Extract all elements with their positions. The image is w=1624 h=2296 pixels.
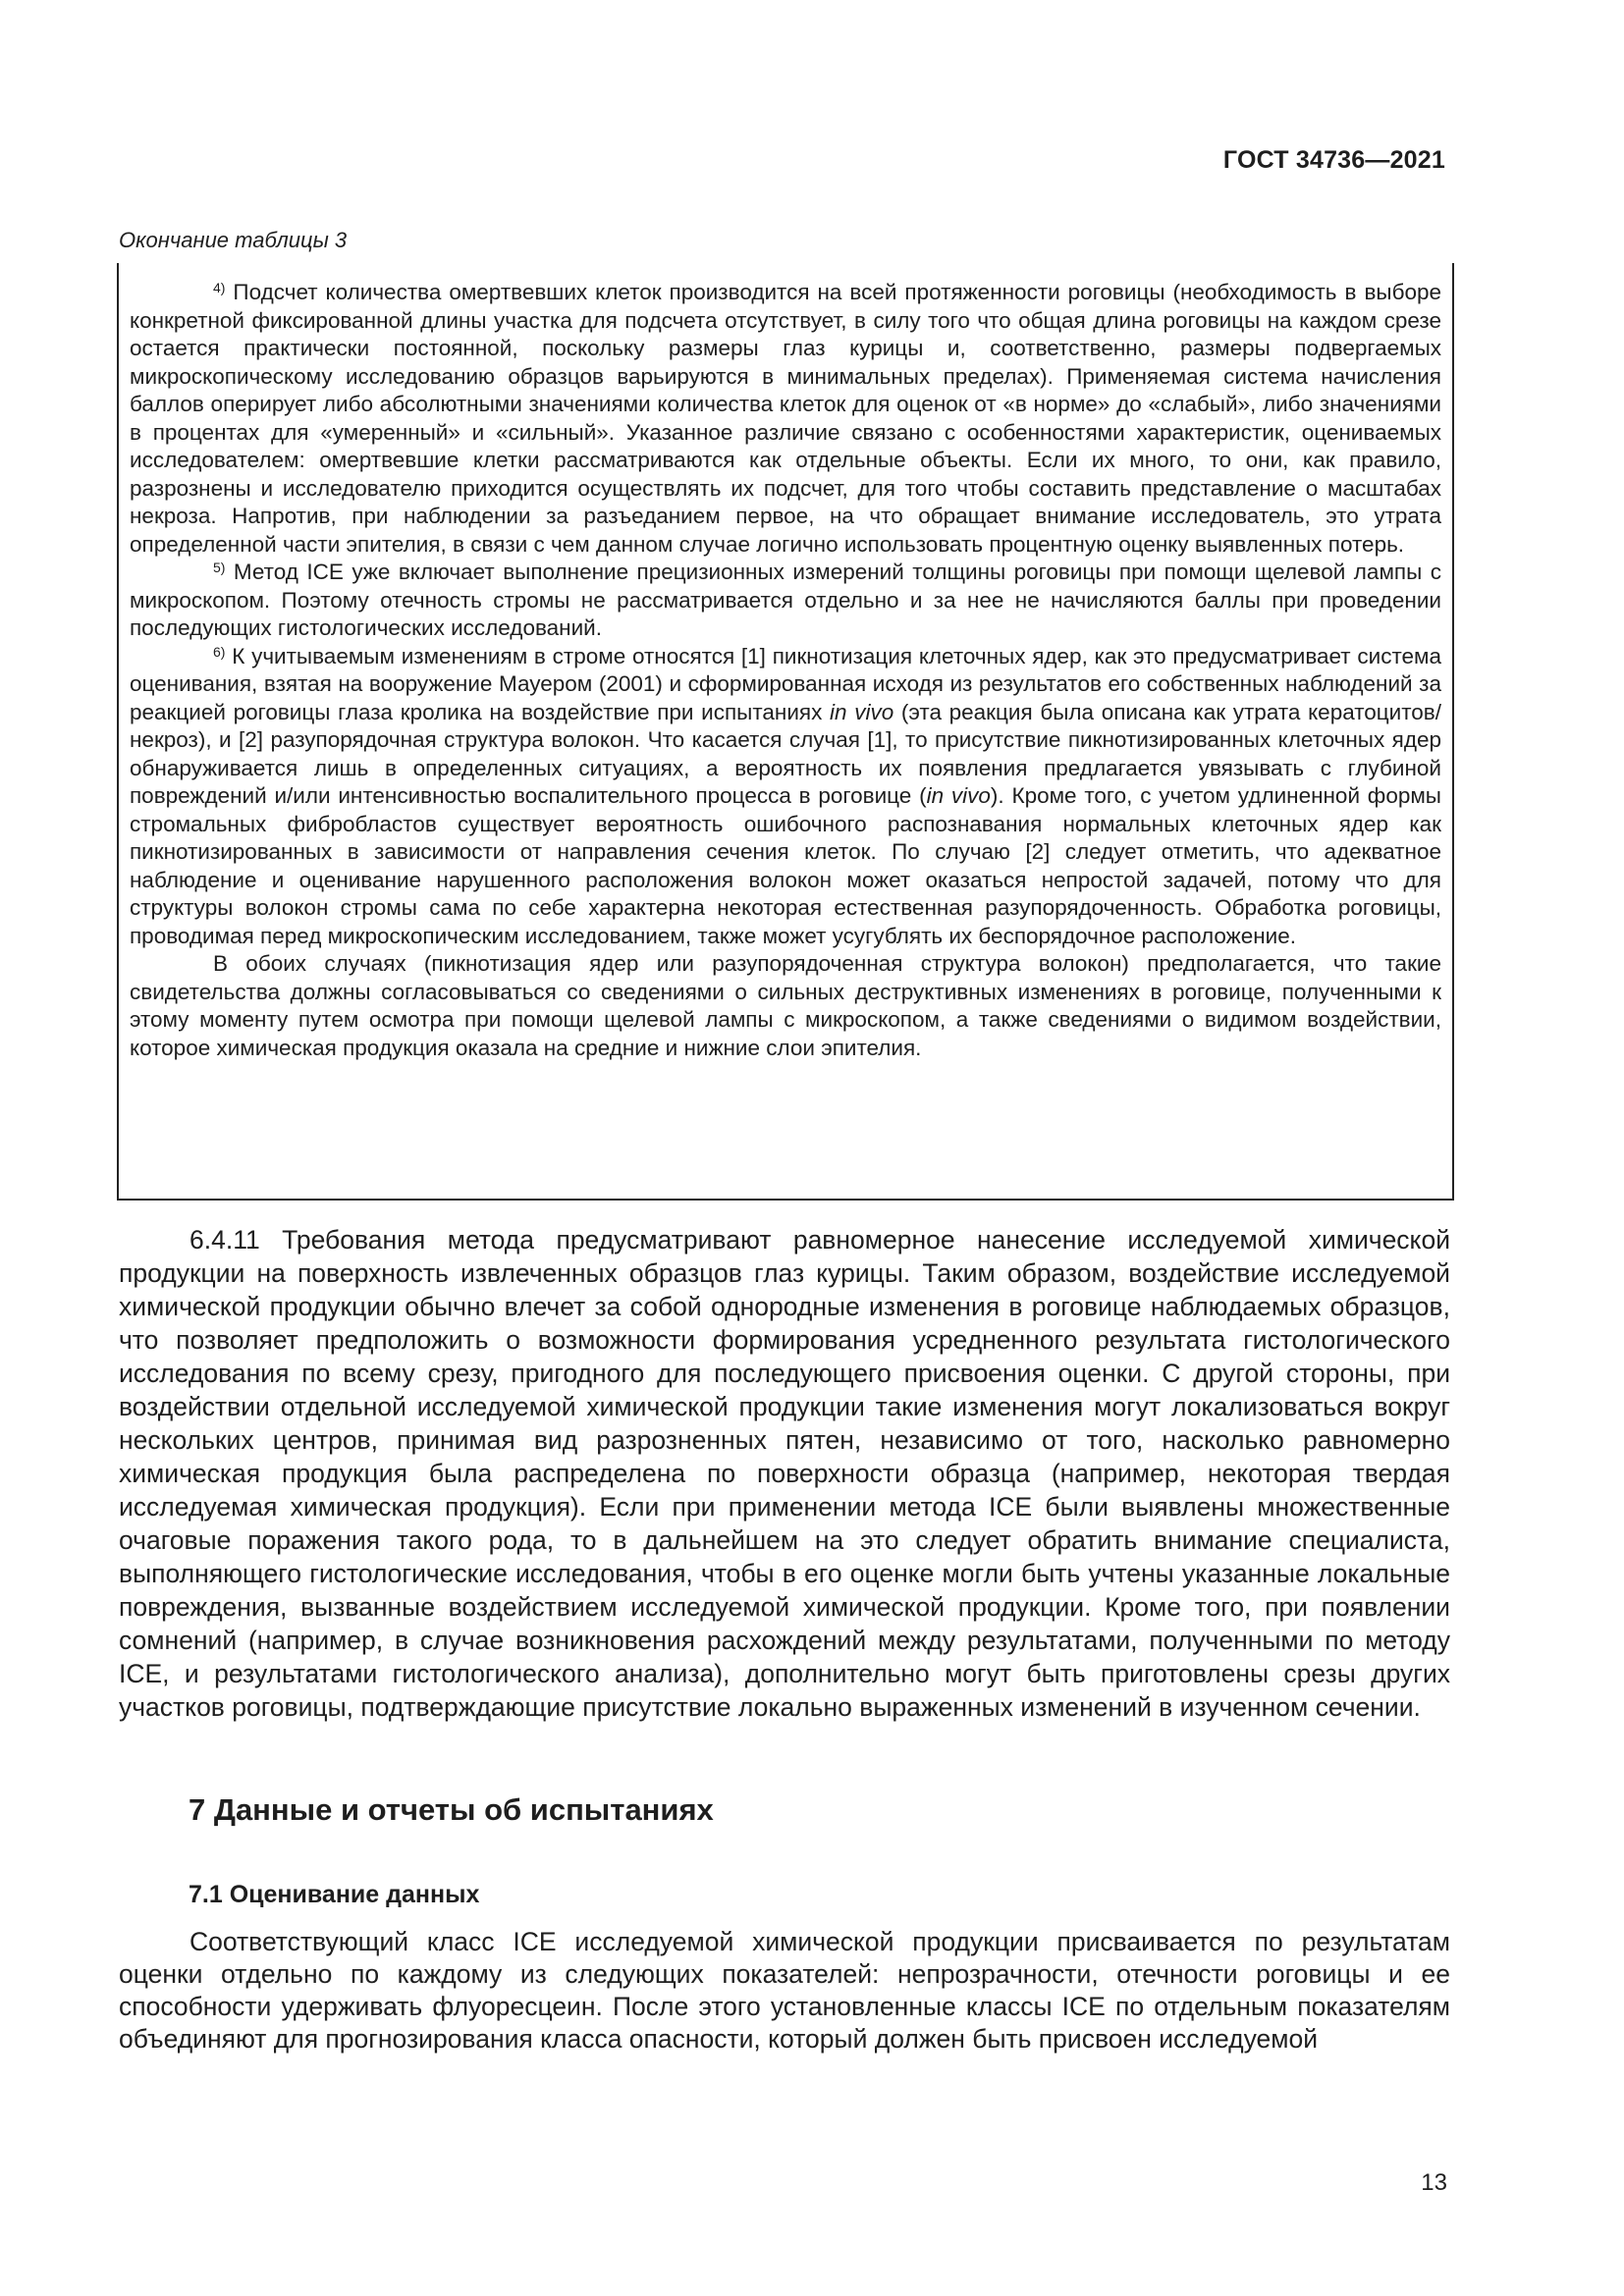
page-number: 13	[1421, 2169, 1447, 2196]
footnote-text: Подсчет количества омертвевших клеток производится на всей протяженности роговицы (необходимость в выборе конкретной фиксированной длины участка для подсчета отсутствует, в силу того что общая длина роговицы на каждом срезе остается практически постоянной, поскольку размеры глаз курицы и, соответственно, размеры подвергаемых микроскопическому исследованию образцов варьируются в минимальных пределах). Применяемая система начисления баллов оперирует либо абсолютными значениями количества клеток для оценок от «в норме» до «слабый», либо значениями в процентах для «умеренный» и «сильный». Указанное различие связано с особенностями характеристик, оцениваемых исследователем: омертвевшие клетки рассматриваются как отдельные объекты. Если их много, то они, как правило, разрознены и исследователю приходится осуществлять их подсчет, для того чтобы составить представление о масштабах некроза. Напротив, при наблюдении за разъеданием первое, на что обращает внимание исследователь, это утрата определенной части эпителия, в связи с чем данном случае логично использовать процентную оценку выявленных потерь.	[130, 280, 1441, 557]
footnote-text: ). Кроме того, с учетом удлиненной формы стромальных фибробластов существует вероятность ошибочного распознавания нормальных клеточных ядер как пикнотизированных в зависимости от направления сечения клеток. По случаю [2] следует отметить, что адекватное наблюдение и оценивание нарушенного расположения волокон может оказаться непростой задачей, потому что для структуры волокон стромы сама по себе характерна некоторая естественная разупорядоченность. Обработка роговицы, проводимая перед микроскопическим исследованием, также может усугублять их беспорядочное расположение.	[130, 783, 1441, 948]
table-notes	[130, 279, 1441, 1062]
section-heading: 7 Данные и отчеты об испытаниях	[189, 1792, 714, 1827]
subsection-heading: 7.1 Оценивание данных	[189, 1881, 480, 1908]
footnote-marker: 4)	[213, 280, 226, 295]
footnote-4	[130, 279, 1441, 559]
footnote-text: В обоих случаях (пикнотизация ядер или разупорядоченная структура волокон) предполагается, что такие свидетельства должны согласовываться со сведениями о сильных деструктивных изменениях в роговице, полученными к этому моменту путем осмотра при помощи щелевой лампы с микроскопом, а также сведениями о видимом воздействии, которое химическая продукция оказала на средние и нижние слои эпителия.	[130, 951, 1441, 1060]
footnote-5	[130, 559, 1441, 643]
table-notes-box	[117, 263, 1454, 1201]
footnote-text: К учитываемым изменениям в строме относятся [1] пикнотизация клеточных ядер, как это предусматривает система оценивания, взятая на вооружение Мауером (2001) и сформированная исходя из результатов его собственных наблюдений за реакцией роговицы глаза кролика на воздействие при испытаниях	[130, 643, 1441, 724]
paragraph: 6.4.11 Требования метода предусматривают равномерное нанесение исследуемой химической продукции на поверхность извлеченных образцов глаз курицы. Таким образом, воздействие исследуемой химической продукции обычно влечет за собой однородные изменения в роговице наблюдаемых образцов, что позволяет предположить о возможности формирования усредненного результата гистологического исследования по всему срезу, пригодного для последующего присвоения оценки. С другой стороны, при воздействии отдельной исследуемой химической продукции такие изменения могут локализоваться вокруг нескольких центров, принимая вид разрозненных пятен, независимо от того, насколько равномерно химическая продукция была распределена по поверхности образца (например, некоторая твердая исследуемая химическая продукция). Если при применении метода ICE были выявлены множественные очаговые поражения такого рода, то в дальнейшем на это следует обратить внимание специалиста, выполняющего гистологические исследования, чтобы в его оценке могли быть учтены указанные локальные повреждения, вызванные воздействием исследуемой химической продукции. Кроме того, при появлении сомнений (например, в случае возникновения расхождений между результатами, полученными по методу ICE, и результатами гистологического анализа), дополнительно могут быть приготовлены срезы других участков роговицы, подтверждающие присутствие локально выраженных изменений в изученном сечении.	[119, 1225, 1450, 1722]
table-continuation-caption: Окончание таблицы 3	[119, 228, 348, 252]
footnote-marker: 6)	[213, 643, 226, 660]
clause-6-4-11	[119, 1223, 1450, 1724]
footnote-6	[130, 643, 1441, 951]
latin-term: in vivo	[926, 783, 991, 808]
clause-7-1	[119, 1926, 1450, 2056]
latin-term: in vivo	[830, 699, 894, 724]
footnote-text: (эта реакция была описана как утрата кератоцитов/некроз), и [2] разупорядочная структура волокон. Что касается случая [1], то присутствие пикнотизированных клеточных ядер обнаруживается лишь в определенных ситуациях, а вероятность их появления предлагается увязывать с глубиной повреждений и/или интенсивностью воспалительного процесса в роговице (	[130, 699, 1442, 808]
footnote-text: Метод ICE уже включает выполнение прецизионных измерений толщины роговицы при помощи щелевой лампы с микроскопом. Поэтому отечность стромы не рассматривается отдельно и за нее не начисляются баллы при проведении последующих гистологических исследований.	[130, 560, 1441, 640]
paragraph: Соответствующий класс ICE исследуемой химической продукции присваивается по результатам оценки отдельно по каждому из следующих показателей: непрозрачности, отечности роговицы и ее способности удерживать флуоресцеин. После этого установленные классы ICE по отдельным показателям объединяют для прогнозирования класса опасности, который должен быть присвоен исследуемой	[119, 1927, 1450, 2054]
document-code: ГОСТ 34736—2021	[1222, 146, 1445, 174]
footnote-marker: 5)	[213, 560, 226, 575]
footnote-6-continuation	[130, 950, 1441, 1062]
